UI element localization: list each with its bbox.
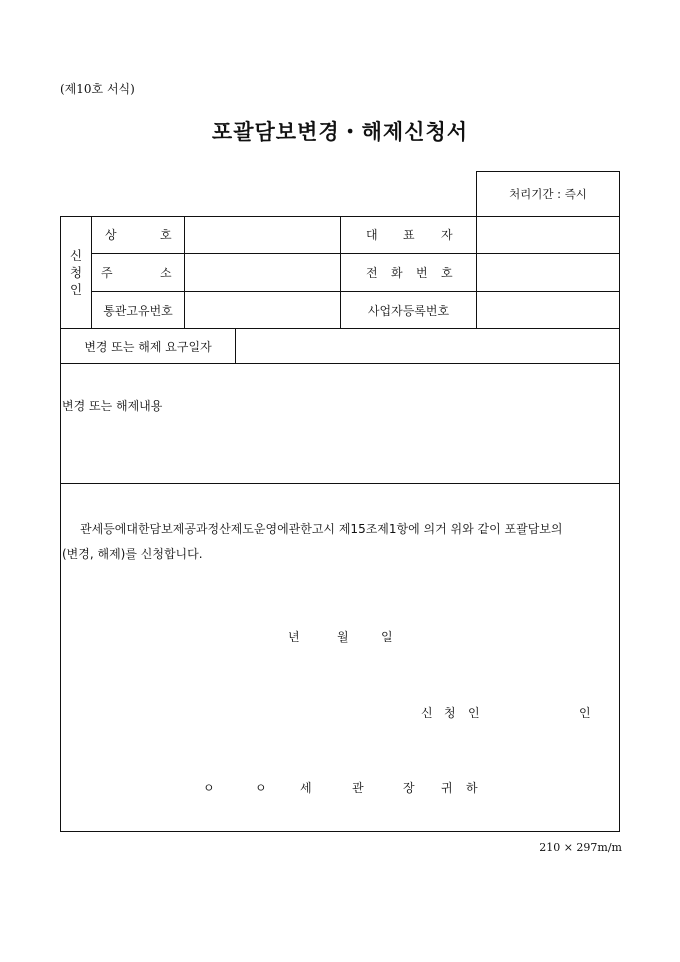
customs-id-field[interactable] xyxy=(185,292,340,328)
paper-size-note: 210 × 297m/m xyxy=(539,841,622,854)
statement-line-1: 관세등에대한담보제공과정산제도운영에관한고시 제15조제1항에 의거 위와 같이 포괄담보의 xyxy=(80,522,563,536)
content-label: 변경 또는 해제내용 xyxy=(62,399,163,413)
addressee-char: 관 xyxy=(352,781,364,795)
seal-label: 인 xyxy=(579,706,591,720)
business-reg-label: 사업자등록번호 xyxy=(367,303,450,318)
addressee-char: 귀 xyxy=(441,781,453,795)
applicant-char: 청 xyxy=(69,264,83,280)
applicant-char: 인 xyxy=(69,281,83,297)
request-date-field[interactable] xyxy=(236,329,619,363)
business-reg-field[interactable] xyxy=(477,292,619,328)
form-number: (제10호 서식) xyxy=(60,82,135,96)
content-field[interactable] xyxy=(61,420,619,482)
representative-field[interactable] xyxy=(477,216,619,253)
address-field[interactable] xyxy=(185,254,340,291)
date-year: 년 xyxy=(288,630,300,644)
processing-period: 처리기간 : 즉시 xyxy=(509,186,587,201)
trade-name-field[interactable] xyxy=(185,216,340,253)
addressee-char: 세 xyxy=(300,781,312,795)
customs-id-label: 통관고유번호 xyxy=(103,303,173,318)
request-date-label: 변경 또는 해제 요구일자 xyxy=(84,339,212,354)
addressee-char: 장 xyxy=(403,781,415,795)
signature-char: 인 xyxy=(468,706,480,720)
date-month: 월 xyxy=(337,630,349,644)
representative-label: 대 표 자 xyxy=(366,228,453,242)
form-title: 포괄담보변경・해제신청서 xyxy=(211,119,469,144)
addressee-char: 하 xyxy=(466,781,478,795)
trade-name-label: 상 호 xyxy=(105,228,172,242)
address-label: 주 소 xyxy=(101,266,172,280)
signature-char: 신 xyxy=(421,706,433,720)
signature-char: 청 xyxy=(444,706,456,720)
applicant-char: 신 xyxy=(69,247,83,263)
applicant-label xyxy=(61,216,91,328)
phone-label: 전 화 번 호 xyxy=(366,266,453,280)
addressee-char: ㅇ xyxy=(203,781,215,795)
statement-line-2: (변경, 해제)를 신청합니다. xyxy=(62,547,203,561)
date-day: 일 xyxy=(381,630,393,644)
addressee-char: ㅇ xyxy=(255,781,267,795)
phone-field[interactable] xyxy=(477,254,619,291)
